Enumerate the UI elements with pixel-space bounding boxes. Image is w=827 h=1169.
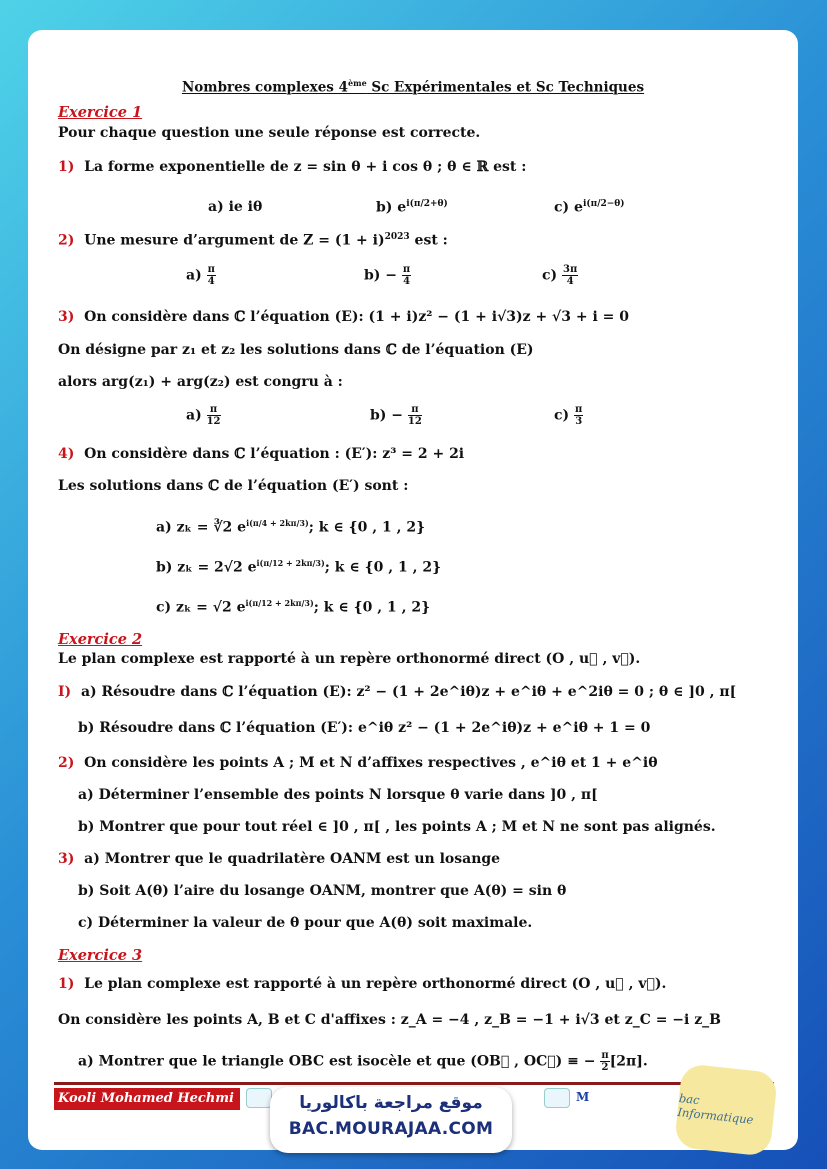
ex3-q1-text: Le plan complexe est rapporté à un repère orthonormé direct (O , u⃗ , v⃗). — [84, 976, 667, 992]
q2-tail: est : — [409, 232, 448, 249]
q4-c-base: c) zₖ = √2 e — [156, 599, 246, 616]
q4-b-exp: i(π/12 + 2kπ/3) — [256, 558, 325, 568]
footer-rule — [54, 1082, 774, 1085]
q4-a-exp: i(π/4 + 2kπ/3) — [246, 518, 309, 528]
ex3-q1 — [58, 976, 666, 992]
q1-option-a: a) ie iθ — [208, 199, 263, 215]
ex3-q1a-frac — [600, 1050, 609, 1073]
q3-a-frac — [207, 404, 221, 427]
q2-a-den: 4 — [207, 276, 215, 287]
badge-text: bac Informatique — [676, 1091, 755, 1127]
q1-option-c-exp: i(π/2−θ) — [582, 199, 625, 209]
q2-a-label: a) — [186, 267, 202, 284]
ex2-q3a — [58, 851, 500, 867]
ex2-q2b: b) Montrer que pour tout réel ∈ ]0 , π[ , les points A ; M et N ne sont pas alignés. — [78, 819, 716, 835]
q2-b-num: π — [402, 264, 411, 275]
q3-number: 3) — [58, 309, 75, 325]
document-title — [28, 78, 798, 96]
ex2-Ia-text: a) Résoudre dans ℂ l’équation (E): z² − (1 + 2e^iθ)z + e^iθ + e^2iθ = 0 ; θ ∈ ]0 , π[ — [80, 684, 737, 700]
exercise-2-heading: Exercice 2 — [58, 631, 143, 648]
q4-b-tail: ; k ∈ {0 , 1 , 2} — [324, 559, 442, 576]
q3-option-b — [370, 404, 422, 427]
exercise-1-intro: Pour chaque question une seule réponse est correcte. — [58, 125, 481, 141]
q3-line-2: On désigne par z₁ et z₂ les solutions dans ℂ de l’équation (E) — [58, 342, 534, 358]
title-sup: ème — [348, 78, 367, 88]
q3-c-label: c) — [554, 407, 570, 424]
ex2-Ib: b) Résoudre dans ℂ l’équation (E′): e^iθ z² − (1 + 2e^iθ)z + e^iθ + 1 = 0 — [78, 720, 651, 736]
q3-c-num: π — [575, 404, 583, 415]
q4-option-a — [156, 518, 425, 536]
q1-text: La forme exponentielle de z = sin θ + i cos θ ; θ ∈ ℝ est : — [84, 159, 527, 175]
ex3-q1a-num: π — [601, 1050, 609, 1061]
q1-option-b — [376, 199, 448, 216]
ex3-q1-number: 1) — [58, 976, 75, 992]
q1-option-c — [554, 199, 625, 216]
ex3-q1a-text: a) Montrer que le triangle OBC est isocèle et que (OB⃗ , OC⃗) ≡ − — [78, 1053, 596, 1070]
site-watermark[interactable] — [270, 1087, 512, 1153]
q1-line — [58, 159, 526, 175]
q4-text: On considère dans ℂ l’équation : (E′): z³ = 2 + 2i — [84, 446, 465, 462]
footer-mark: M — [576, 1090, 590, 1104]
q3-option-c — [554, 404, 583, 427]
q4-option-c — [156, 598, 430, 616]
q2-a-frac — [207, 264, 216, 287]
q1-option-b-base: b) e — [376, 199, 407, 216]
q3-line-3: alors arg(z₁) + arg(z₂) est congru à : — [58, 374, 343, 390]
q3-b-num: π — [408, 404, 422, 416]
ex2-q2 — [58, 755, 658, 771]
q3-a-label: a) — [186, 407, 202, 424]
ex3-line-2: On considère les points A, B et C d'affixes : z_A = −4 , z_B = −1 + i√3 et z_C = −i z_B — [58, 1012, 722, 1028]
footer-logo-icon-right — [544, 1088, 570, 1108]
ex2-q3a-text: a) Montrer que le quadrilatère OANM est un losange — [84, 851, 501, 867]
ex3-q1a-tail: [2π]. — [609, 1053, 648, 1070]
ex2-q3-number: 3) — [58, 851, 75, 867]
title-main: Nombres complexes 4 — [181, 79, 349, 96]
q3-c-den: 3 — [575, 416, 583, 427]
ex2-Ia — [58, 684, 736, 700]
exercise-3-heading: Exercice 3 — [58, 947, 143, 964]
q2-option-c — [542, 264, 578, 287]
ex2-I-number: I) — [58, 684, 72, 700]
q4-b-base: b) zₖ = 2√2 e — [156, 559, 257, 576]
q3-c-frac — [574, 404, 583, 427]
q1-option-c-base: c) e — [554, 199, 583, 216]
q2-c-label: c) — [542, 267, 558, 284]
q4-c-exp: i(π/12 + 2kπ/3) — [245, 598, 314, 608]
q3-text: On considère dans ℂ l’équation (E): (1 + i)z² − (1 + i√3)z + √3 + i = 0 — [84, 309, 630, 325]
q2-text: Une mesure d’argument de Z = (1 + i) — [84, 232, 385, 249]
ex3-q1a-den: 2 — [601, 1062, 609, 1073]
q4-a-base: a) zₖ = ∛2 e — [156, 519, 247, 536]
q2-exp: 2023 — [384, 232, 410, 242]
ex2-q3c: c) Déterminer la valeur de θ pour que A(θ) soit maximale. — [78, 915, 533, 931]
ex2-q2-number: 2) — [58, 755, 75, 771]
q3-b-frac — [408, 404, 422, 427]
ex2-q3b: b) Soit A(θ) l’aire du losange OANM, montrer que A(θ) = sin θ — [78, 883, 567, 899]
q2-a-num: π — [207, 264, 215, 275]
exercise-1-heading: Exercice 1 — [58, 104, 143, 121]
q4-line-2: Les solutions dans ℂ de l’équation (E′) sont : — [58, 478, 409, 494]
q2-b-frac — [402, 264, 411, 287]
ex2-q2a: a) Déterminer l’ensemble des points N lorsque θ varie dans ]0 , π[ — [78, 787, 598, 803]
title-rest: Sc Expérimentales et Sc Techniques — [366, 79, 645, 96]
q2-c-den: 4 — [566, 276, 574, 287]
q2-b-label: b) − — [364, 267, 398, 284]
q2-c-num: 3π — [563, 264, 578, 275]
watermark-site: BAC.MOURAJAA.COM — [288, 1119, 494, 1139]
q3-b-label: b) − — [370, 407, 404, 424]
q3-option-a — [186, 404, 221, 427]
footer-logo-icon — [246, 1088, 272, 1108]
q3-line — [58, 309, 629, 325]
q2-b-den: 4 — [403, 276, 411, 287]
q4-number: 4) — [58, 446, 75, 462]
q2-option-b — [364, 264, 411, 287]
q1-option-b-exp: i(π/2+θ) — [406, 199, 448, 209]
q4-line — [58, 446, 464, 462]
ex2-q2-text: On considère les points A ; M et N d’affixes respectives , e^iθ et 1 + e^iθ — [84, 755, 658, 771]
q2-c-frac — [562, 264, 578, 287]
q4-c-tail: ; k ∈ {0 , 1 , 2} — [313, 599, 431, 616]
q1-number: 1) — [58, 159, 75, 175]
q2-line — [58, 232, 448, 249]
q3-b-den: 12 — [407, 416, 422, 427]
footer-author: Kooli Mohamed Hechmi — [54, 1088, 240, 1110]
exercise-2-intro: Le plan complexe est rapporté à un repère orthonormé direct (O , u⃗ , v⃗). — [58, 651, 641, 667]
q4-a-tail: ; k ∈ {0 , 1 , 2} — [308, 519, 426, 536]
q2-number: 2) — [58, 232, 75, 249]
document-page — [28, 30, 798, 1150]
watermark-arabic: موقع مراجعة باكالوريا — [299, 1093, 483, 1113]
q2-option-a — [186, 264, 216, 287]
q3-a-num: π — [207, 404, 221, 416]
q4-option-b — [156, 558, 441, 576]
ex3-q1a — [78, 1050, 648, 1073]
bac-informatique-badge — [674, 1063, 778, 1157]
q3-a-den: 12 — [206, 416, 221, 427]
